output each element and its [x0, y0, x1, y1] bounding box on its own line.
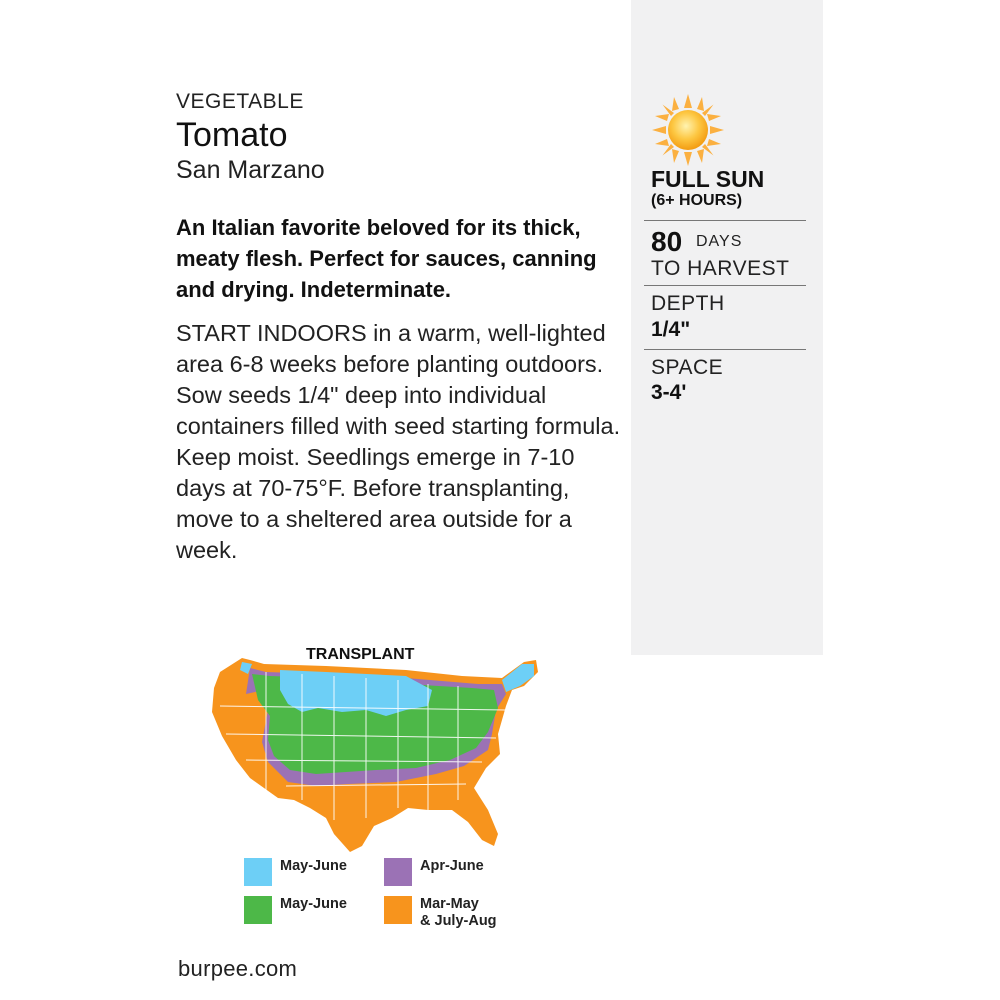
variety-name: San Marzano [176, 156, 325, 184]
website-link[interactable]: burpee.com [178, 956, 298, 981]
days-number: 80 [651, 226, 683, 257]
legend-swatch-purple [384, 858, 412, 886]
plant-title: Tomato [176, 116, 288, 154]
space-value: 3-4' [651, 381, 687, 404]
legend-swatch-blue [244, 858, 272, 886]
days-label: TO HARVEST [651, 257, 790, 280]
space-label: SPACE [651, 356, 724, 379]
legend-label: Apr-June [420, 858, 484, 874]
sun-hours: (6+ HOURS) [651, 192, 743, 209]
us-zone-map [206, 650, 546, 860]
sun-icon [650, 92, 726, 168]
legend-swatch-green [244, 896, 272, 924]
legend-swatch-orange [384, 896, 412, 924]
divider [644, 349, 806, 350]
map-title: TRANSPLANT [306, 646, 415, 663]
growing-instructions: START INDOORS in a warm, well-lighted area 6-8 weeks before planting outdoors. Sow seeds 1/4" deep into individual containers filled with seed starting formula. Keep moist. Seedlings emerge in 7-10 days at 70-75°F. Before transplanting, move to a sheltered area outside for a week. [176, 320, 621, 563]
divider [644, 285, 806, 286]
sun-label: FULL SUN [651, 166, 765, 192]
legend-label: Mar-May [420, 896, 479, 912]
legend-label: May-June [280, 896, 347, 912]
legend-label: May-June [280, 858, 347, 874]
depth-value: 1/4" [651, 318, 691, 341]
days-unit: DAYS [696, 233, 743, 250]
description: An Italian favorite beloved for its thick, meaty flesh. Perfect for sauces, canning and drying. Indeterminate. [176, 215, 597, 302]
category-label: VEGETABLE [176, 90, 304, 113]
legend-label-line2: & July-Aug [420, 913, 497, 929]
divider [644, 220, 806, 221]
depth-label: DEPTH [651, 292, 725, 315]
